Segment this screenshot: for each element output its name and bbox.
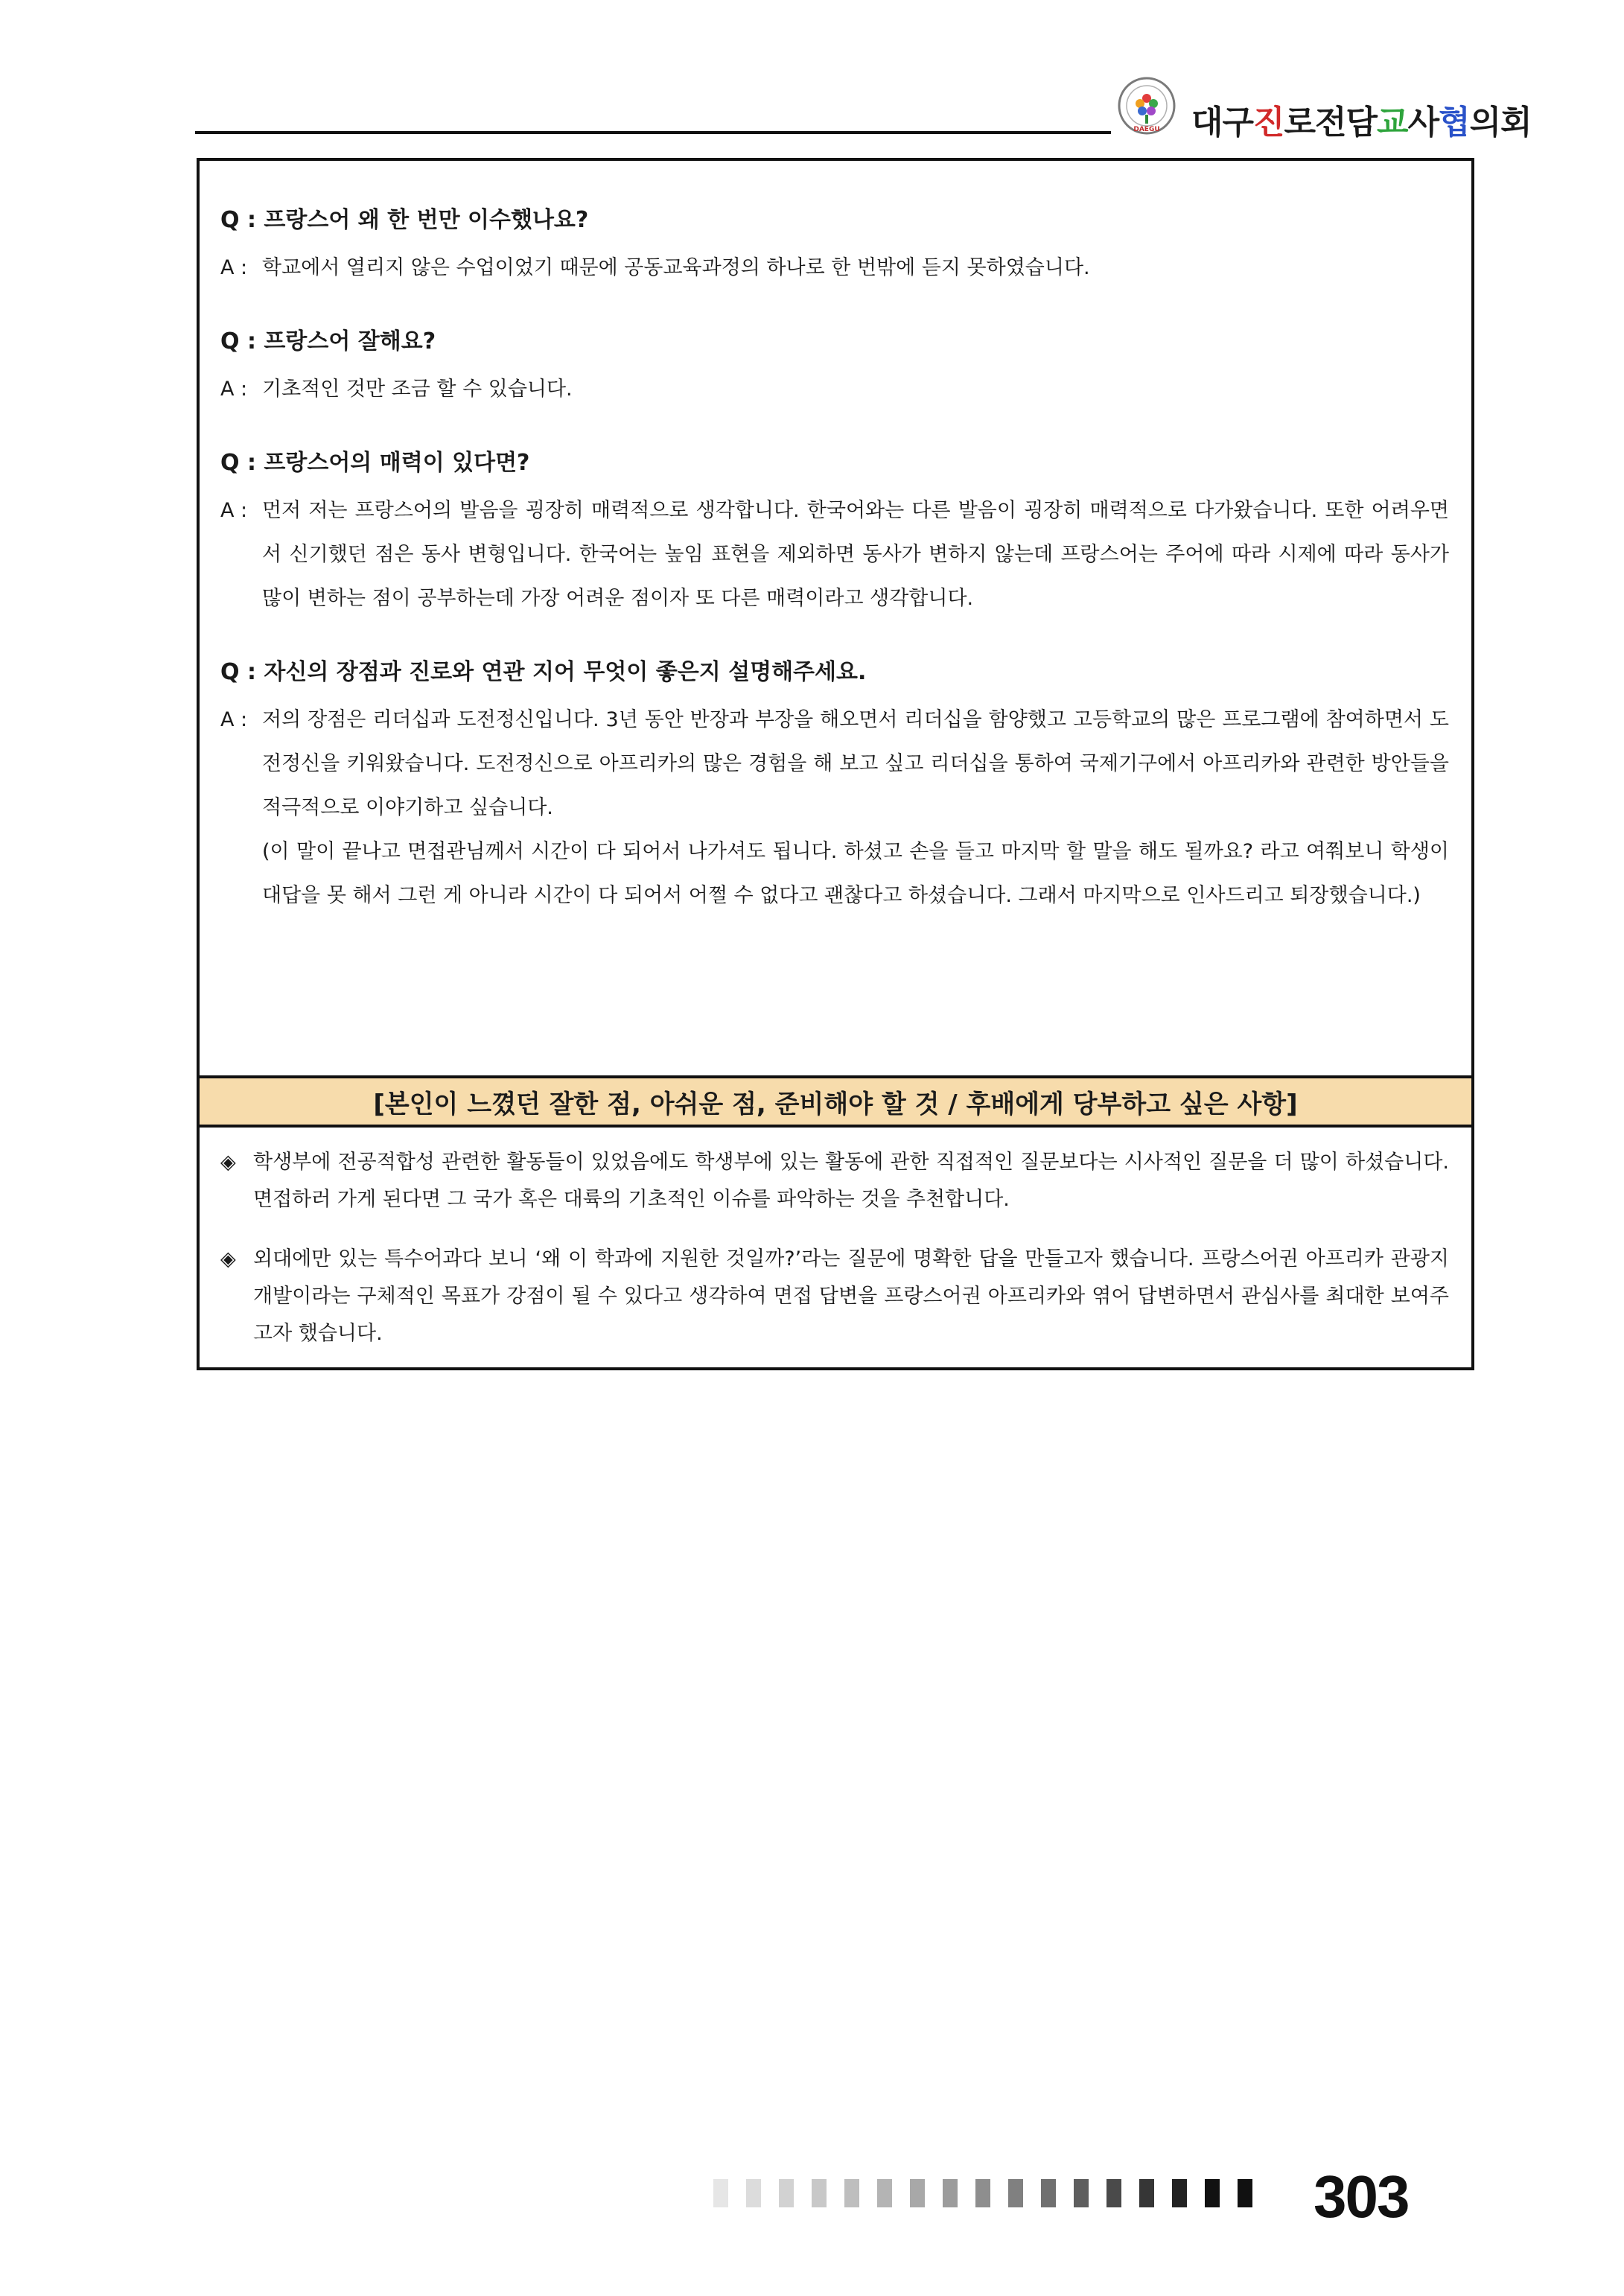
footer-bar [877, 2179, 892, 2207]
answer-paragraph: 저의 장점은 리더십과 도전정신입니다. 3년 동안 반장과 부장을 해오면서 리더십을 함양했고 고등학교의 많은 프로그램에 참여하면서 도전정신을 키워왔습니다. 도전정신으로 아프리카의 많은 경험을 해 보고 싶고 리더십을 통하여 국제기구에서 아프리카와 관련한 방안들을 적극적으로 이야기하고 싶습니다. [262, 708, 1449, 819]
council-name-part: 진 [1253, 104, 1284, 141]
footer-bar [779, 2179, 794, 2207]
qa-list [220, 206, 1449, 955]
header-rule [195, 131, 1111, 134]
qa-item [220, 327, 1449, 411]
answer [220, 246, 1449, 290]
tip-text: 학생부에 전공적합성 관련한 활동들이 있었음에도 학생부에 있는 활동에 관한 직접적인 질문보다는 시사적인 질문을 더 많이 하셨습니다. 면접하러 가게 된다면 그 국가 혹은 대륙의 기초적인 이슈를 파악하는 것을 추천합니다. [253, 1151, 1449, 1211]
qa-item [220, 448, 1449, 620]
footer-bar [713, 2179, 728, 2207]
answer-paragraph: 먼저 저는 프랑스어의 발음을 굉장히 매력적으로 생각합니다. 한국어와는 다른 발음이 굉장히 매력적으로 다가왔습니다. 또한 어려우면서 신기했던 점은 동사 변형입니다. 한국어는 높임 표현을 제외하면 동사가 변하지 않는데 프랑스어는 주어에 따라 시제에 따라 동사가 많이 변하는 점이 공부하는데 가장 어려운 점이자 또 다른 매력이라고 생각합니다. [262, 499, 1449, 610]
council-logo-icon [1117, 76, 1176, 136]
footer-bar [1041, 2179, 1056, 2207]
answer-paragraph: 기초적인 것만 조금 할 수 있습니다. [262, 378, 573, 401]
answer-prefix: A : [220, 499, 248, 522]
answer [220, 489, 1449, 620]
footer-bar [1238, 2179, 1252, 2207]
answer-paragraph: (이 말이 끝나고 면접관님께서 시간이 다 되어서 나가셔도 됩니다. 하셨고 손을 들고 마지막 할 말을 해도 될까요? 라고 여쭤보니 학생이 대답을 못 해서 그런 게 아니라 시간이 다 되어서 어쩔 수 없다고 괜찮다고 하셨습니다. 그래서 마지막으로 인사드리고 퇴장했습니다.) [262, 840, 1449, 907]
page-number: 303 [1313, 2163, 1409, 2230]
footer-bar [1106, 2179, 1121, 2207]
footer-bar [1074, 2179, 1089, 2207]
answer [220, 367, 1449, 411]
question: Q : 자신의 장점과 진로와 연관 지어 무엇이 좋은지 설명해주세요. [220, 659, 867, 685]
footer-bar [910, 2179, 925, 2207]
footer-bar [975, 2179, 990, 2207]
tips-list [220, 1144, 1449, 1375]
svg-text:DAEGU: DAEGU [1133, 126, 1160, 133]
answer-prefix: A : [220, 378, 248, 401]
council-name-part: 교 [1377, 104, 1408, 141]
question: Q : 프랑스어 잘해요? [220, 328, 436, 354]
council-name-part: 의회 [1469, 104, 1532, 141]
footer-bar [1139, 2179, 1154, 2207]
footer-bar [943, 2179, 958, 2207]
footer-bar [844, 2179, 859, 2207]
council-name-part: 로전담 [1284, 104, 1378, 141]
qa-item [220, 658, 1449, 918]
footer-bar [1205, 2179, 1220, 2207]
footer-bar [1172, 2179, 1187, 2207]
question: Q : 프랑스어의 매력이 있다면? [220, 450, 530, 476]
diamond-bullet-icon: ◈ [220, 1151, 236, 1174]
page-footer [713, 2163, 1458, 2230]
footer-bar [1008, 2179, 1023, 2207]
council-name-part: 협 [1439, 104, 1470, 141]
answer [220, 698, 1449, 918]
council-name-part: 사 [1407, 104, 1439, 141]
tip-item [220, 1144, 1449, 1218]
question: Q : 프랑스어 왜 한 번만 이수했나요? [220, 207, 589, 233]
interview-box [197, 158, 1474, 1370]
answer-paragraph: 학교에서 열리지 않은 수업이었기 때문에 공동교육과정의 하나로 한 번밖에 듣지 못하였습니다. [262, 256, 1090, 279]
council-name-part: 대구 [1191, 104, 1254, 141]
answer-prefix: A : [220, 256, 248, 279]
footer-bar [746, 2179, 761, 2207]
section-title: [본인이 느꼈던 잘한 점, 아쉬운 점, 준비해야 할 것 / 후배에게 당부하고 싶은 사항] [200, 1075, 1471, 1128]
tip-text: 외대에만 있는 특수어과다 보니 ‘왜 이 학과에 지원한 것일까?’라는 질문에 명확한 답을 만들고자 했습니다. 프랑스어권 아프리카 관광지 개발이라는 구체적인 목표가 강점이 될 수 있다고 생각하여 면접 답변을 프랑스어권 아프리카와 엮어 답변하면서 관심사를 최대한 보여주고자 했습니다. [253, 1247, 1449, 1345]
tip-item [220, 1241, 1449, 1352]
answer-prefix: A : [220, 708, 248, 731]
footer-bar [812, 2179, 827, 2207]
diamond-bullet-icon: ◈ [220, 1247, 236, 1271]
council-name [1191, 95, 1532, 143]
qa-item [220, 206, 1449, 290]
